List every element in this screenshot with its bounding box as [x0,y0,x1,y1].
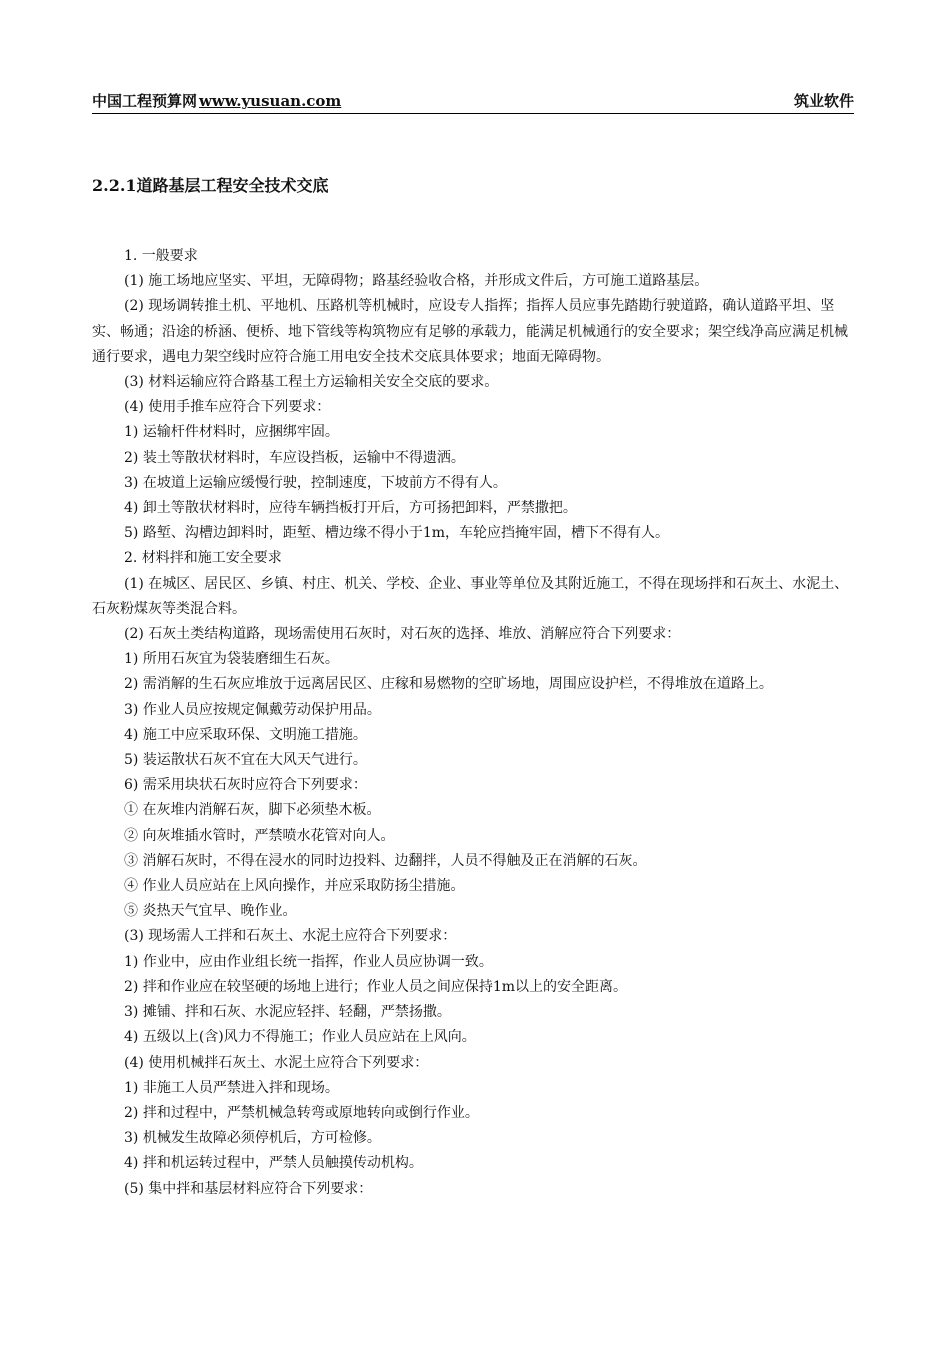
paragraph: ④ 作业人员应站在上风向操作，并应采取防扬尘措施。 [124,878,465,895]
paragraph: (2) 现场调转推土机、平地机、压路机等机械时，应设专人指挥；指挥人员应事先踏勘行驶道路，确认道路平坦、坚实、畅通；沿途的桥涵、便桥、地下管线等构筑物应有足够的承载力，能满足机械通行的安全要求；架空线净高应满足机械通行要求，遇电力架空线时应符合施工用电安全技术交底具体要求；地面无障碍物。 [92,298,848,365]
paragraph: ⑤ 炎热天气宜早、晚作业。 [124,903,297,920]
paragraph: (3) 现场需人工拌和石灰土、水泥土应符合下列要求： [124,928,457,945]
paragraph: ③ 消解石灰时，不得在浸水的同时边投料、边翻拌，人员不得触及正在消解的石灰。 [124,852,647,869]
paragraph: 2) 需消解的生石灰应堆放于远离居民区、庄稼和易燃物的空旷场地，周围应设护栏，不得堆放在道路上。 [124,676,773,693]
paragraph: ② 向灰堆插水管时，严禁喷水花管对向人。 [124,827,395,844]
paragraph: 1) 非施工人员严禁进入拌和现场。 [124,1079,339,1096]
paragraph: 3) 作业人员应按规定佩戴劳动保护用品。 [124,701,381,718]
paragraph: (4) 使用机械拌石灰土、水泥土应符合下列要求： [124,1054,429,1071]
paragraph: 2) 装土等散状材料时，车应设挡板，运输中不得遗洒。 [124,449,465,466]
page-header [92,92,854,114]
document-body [92,244,860,1202]
header-site-name: 中国工程预算网 [92,92,198,110]
paragraph: 1) 作业中，应由作业组长统一指挥，作业人员应协调一致。 [124,953,493,970]
paragraph: ① 在灰堆内消解石灰，脚下必须垫木板。 [124,802,381,819]
paragraph: 1. 一般要求 [124,248,198,264]
paragraph: 4) 五级以上(含)风力不得施工；作业人员应站在上风向。 [124,1029,476,1046]
header-brand: 筑业软件 [793,92,854,110]
paragraph: (3) 材料运输应符合路基工程土方运输相关安全交底的要求。 [124,374,499,391]
paragraph: 2) 拌和过程中，严禁机械急转弯或原地转向或倒行作业。 [124,1104,479,1121]
paragraph: 1) 所用石灰宜为袋装磨细生石灰。 [124,651,339,668]
paragraph: 4) 卸土等散状材料时，应待车辆挡板打开后，方可扬把卸料，严禁撒把。 [124,500,577,517]
paragraph: (1) 施工场地应坚实、平坦，无障碍物；路基经验收合格，并形成文件后，方可施工道路基层。 [124,273,709,290]
paragraph: (1) 在城区、居民区、乡镇、村庄、机关、学校、企业、事业等单位及其附近施工，不得在现场拌和石灰土、水泥土、石灰粉煤灰等类混合料。 [92,575,849,617]
paragraph: 5) 装运散状石灰不宜在大风天气进行。 [124,752,367,769]
paragraph: 3) 摊铺、拌和石灰、水泥应轻拌、轻翻，严禁扬撒。 [124,1004,451,1021]
paragraph: 2. 材料拌和施工安全要求 [124,550,282,567]
paragraph: 6) 需采用块状石灰时应符合下列要求： [124,777,367,794]
header-site-url[interactable]: www.yusuan.com [199,92,342,110]
paragraph: 3) 在坡道上运输应缓慢行驶，控制速度，下坡前方不得有人。 [124,474,507,491]
section-title: 2.2.1道路基层工程安全技术交底 [92,176,329,195]
paragraph: 4) 拌和机运转过程中，严禁人员触摸传动机构。 [124,1155,423,1172]
paragraph: 4) 施工中应采取环保、文明施工措施。 [124,726,367,743]
paragraph: 5) 路堑、沟槽边卸料时，距堑、槽边缘不得小于1m，车轮应挡掩牢固，槽下不得有人。 [124,525,669,542]
header-left [92,90,341,111]
paragraph: (4) 使用手推车应符合下列要求： [124,399,331,416]
paragraph: 2) 拌和作业应在较坚硬的场地上进行；作业人员之间应保持1m以上的安全距离。 [124,978,627,995]
paragraph: 3) 机械发生故障必须停机后，方可检修。 [124,1130,381,1147]
paragraph: (5) 集中拌和基层材料应符合下列要求： [124,1180,373,1197]
paragraph: (2) 石灰土类结构道路，现场需使用石灰时，对石灰的选择、堆放、消解应符合下列要求： [124,626,681,643]
paragraph: 1) 运输杆件材料时，应捆绑牢固。 [124,424,339,441]
